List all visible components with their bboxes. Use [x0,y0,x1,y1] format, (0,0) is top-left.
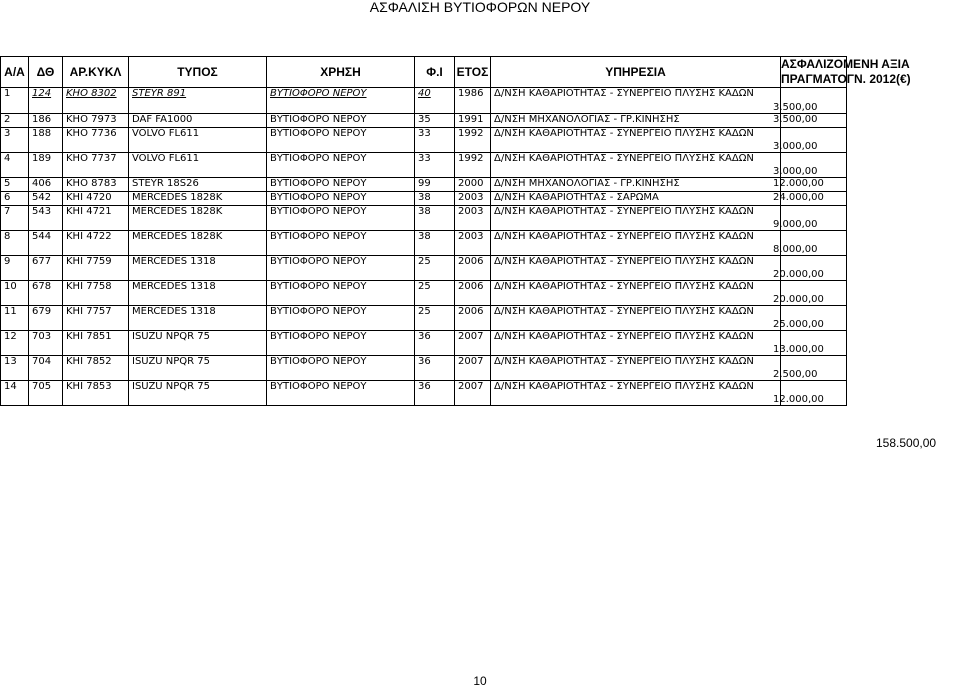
cell-aa: 14 [1,381,29,406]
insured-value-text: 20.000,00 [773,269,824,280]
cell-fi: 33 [415,128,455,153]
cell-year: 1986 [455,88,491,114]
cell-usage: ΒΥΤΙΟΦΟΡΟ ΝΕΡΟΥ [267,128,415,153]
header-insured-value [781,57,911,88]
cell-usage: ΒΥΤΙΟΦΟΡΟ ΝΕΡΟΥ [267,178,415,192]
cell-aa: 3 [1,128,29,153]
cell-plate: ΚΗΟ 7736 [63,128,129,153]
cell-usage: ΒΥΤΙΟΦΟΡΟ ΝΕΡΟΥ [267,256,415,281]
cell-department: Δ/ΝΣΗ ΚΑΘΑΡΙΟΤΗΤΑΣ - ΣΥΝΕΡΓΕΙΟ ΠΛΥΣΗΣ ΚΑΔΩΝ [491,381,781,406]
cell-aa: 10 [1,281,29,306]
cell-year: 2007 [455,356,491,381]
cell-fi: 36 [415,356,455,381]
cell-aa: 11 [1,306,29,331]
cell-department: Δ/ΝΣΗ ΚΑΘΑΡΙΟΤΗΤΑΣ - ΣΥΝΕΡΓΕΙΟ ΠΛΥΣΗΣ ΚΑΔΩΝ [491,281,781,306]
cell-type: MERCEDES 1318 [129,306,267,331]
cell-insured-value [773,281,847,306]
cell-department: Δ/ΝΣΗ ΚΑΘΑΡΙΟΤΗΤΑΣ - ΣΥΝΕΡΓΕΙΟ ΠΛΥΣΗΣ ΚΑΔΩΝ [491,256,781,281]
insured-value-text: 12.000,00 [773,394,824,405]
cell-type: STEYR 18S26 [129,178,267,192]
table-row [1,88,847,114]
insured-value-text: 2.500,00 [773,369,818,380]
cell-fi: 33 [415,153,455,178]
table-row [1,231,847,256]
cell-fi: 35 [415,114,455,128]
cell-year: 1991 [455,114,491,128]
cell-usage: ΒΥΤΙΟΦΟΡΟ ΝΕΡΟΥ [267,281,415,306]
insured-value-text: 12.000,00 [773,178,824,189]
table-row [1,256,847,281]
cell-insured-value [773,153,847,178]
cell-dth: 703 [29,331,63,356]
cell-fi: 36 [415,331,455,356]
cell-dth: 542 [29,192,63,206]
cell-insured-value [773,128,847,153]
cell-aa: 7 [1,206,29,231]
cell-plate: ΚΗΟ 8302 [63,88,129,114]
cell-plate: ΚΗΟ 7737 [63,153,129,178]
table-row [1,114,847,128]
cell-type: STEYR 891 [129,88,267,114]
header-usage: ΧΡΗΣΗ [267,57,415,88]
vehicles-table [0,56,911,406]
cell-dth: 678 [29,281,63,306]
cell-department: Δ/ΝΣΗ ΜΗΧΑΝΟΛΟΓΙΑΣ - ΓΡ.ΚΙΝΗΣΗΣ [491,178,781,192]
cell-insured-value [773,231,847,256]
cell-usage: ΒΥΤΙΟΦΟΡΟ ΝΕΡΟΥ [267,88,415,114]
cell-type: MERCEDES 1828K [129,192,267,206]
cell-aa: 4 [1,153,29,178]
page-number: 10 [473,674,487,688]
cell-plate: ΚΗΙ 4722 [63,231,129,256]
cell-dth: 188 [29,128,63,153]
cell-aa: 2 [1,114,29,128]
cell-type: ISUZU NPQR 75 [129,381,267,406]
cell-year: 2007 [455,381,491,406]
header-department: ΥΠΗΡΕΣΙΑ [491,57,781,88]
cell-insured-value [773,256,847,281]
cell-aa: 8 [1,231,29,256]
cell-dth: 679 [29,306,63,331]
insured-value-text: 3.500,00 [773,114,818,125]
cell-type: MERCEDES 1828K [129,206,267,231]
cell-plate: ΚΗΙ 7852 [63,356,129,381]
cell-usage: ΒΥΤΙΟΦΟΡΟ ΝΕΡΟΥ [267,356,415,381]
table-row [1,306,847,331]
cell-department: Δ/ΝΣΗ ΜΗΧΑΝΟΛΟΓΙΑΣ - ΓΡ.ΚΙΝΗΣΗΣ [491,114,781,128]
cell-fi: 38 [415,231,455,256]
cell-type: VOLVO FL611 [129,153,267,178]
cell-plate: ΚΗΟ 8783 [63,178,129,192]
cell-department: Δ/ΝΣΗ ΚΑΘΑΡΙΟΤΗΤΑΣ - ΣΑΡΩΜΑ [491,192,781,206]
cell-plate: ΚΗΙ 7759 [63,256,129,281]
table-row [1,206,847,231]
table-header-row [1,57,847,88]
cell-year: 2003 [455,206,491,231]
cell-dth: 705 [29,381,63,406]
insured-value-text: 13.000,00 [773,344,824,355]
cell-year: 2006 [455,281,491,306]
cell-plate: ΚΗΙ 4721 [63,206,129,231]
cell-fi: 25 [415,281,455,306]
cell-type: MERCEDES 1318 [129,256,267,281]
header-type: ΤΥΠΟΣ [129,57,267,88]
total-value: 158.500,00 [876,436,937,450]
cell-usage: ΒΥΤΙΟΦΟΡΟ ΝΕΡΟΥ [267,206,415,231]
cell-plate: ΚΗΙ 7853 [63,381,129,406]
cell-usage: ΒΥΤΙΟΦΟΡΟ ΝΕΡΟΥ [267,381,415,406]
table-row [1,178,847,192]
cell-aa: 9 [1,256,29,281]
insured-value-text: 25.000,00 [773,319,824,330]
cell-year: 2007 [455,331,491,356]
cell-department: Δ/ΝΣΗ ΚΑΘΑΡΙΟΤΗΤΑΣ - ΣΥΝΕΡΓΕΙΟ ΠΛΥΣΗΣ ΚΑΔΩΝ [491,356,781,381]
cell-type: ISUZU NPQR 75 [129,331,267,356]
cell-fi: 25 [415,256,455,281]
cell-insured-value [773,88,847,114]
cell-department: Δ/ΝΣΗ ΚΑΘΑΡΙΟΤΗΤΑΣ - ΣΥΝΕΡΓΕΙΟ ΠΛΥΣΗΣ ΚΑΔΩΝ [491,128,781,153]
cell-type: ISUZU NPQR 75 [129,356,267,381]
cell-aa: 12 [1,331,29,356]
table-row [1,331,847,356]
cell-fi: 36 [415,381,455,406]
cell-dth: 406 [29,178,63,192]
cell-dth: 186 [29,114,63,128]
header-plate: ΑΡ.ΚΥΚΛ [63,57,129,88]
cell-department: Δ/ΝΣΗ ΚΑΘΑΡΙΟΤΗΤΑΣ - ΣΥΝΕΡΓΕΙΟ ΠΛΥΣΗΣ ΚΑΔΩΝ [491,88,781,114]
cell-insured-value [773,356,847,381]
insured-value-text: 3.500,00 [773,102,818,113]
cell-department: Δ/ΝΣΗ ΚΑΘΑΡΙΟΤΗΤΑΣ - ΣΥΝΕΡΓΕΙΟ ΠΛΥΣΗΣ ΚΑΔΩΝ [491,153,781,178]
cell-department: Δ/ΝΣΗ ΚΑΘΑΡΙΟΤΗΤΑΣ - ΣΥΝΕΡΓΕΙΟ ΠΛΥΣΗΣ ΚΑΔΩΝ [491,306,781,331]
header-insured-value-line2: ΠΡΑΓΜΑΤΟΓΝ. 2012(€) [781,72,911,86]
table-row [1,281,847,306]
cell-year: 2006 [455,306,491,331]
insured-value-text: 20.000,00 [773,294,824,305]
cell-usage: ΒΥΤΙΟΦΟΡΟ ΝΕΡΟΥ [267,331,415,356]
cell-aa: 13 [1,356,29,381]
cell-plate: ΚΗΙ 4720 [63,192,129,206]
cell-usage: ΒΥΤΙΟΦΟΡΟ ΝΕΡΟΥ [267,114,415,128]
cell-usage: ΒΥΤΙΟΦΟΡΟ ΝΕΡΟΥ [267,192,415,206]
cell-plate: ΚΗΙ 7851 [63,331,129,356]
cell-plate: ΚΗΙ 7758 [63,281,129,306]
cell-insured-value [773,178,847,192]
cell-fi: 25 [415,306,455,331]
cell-aa: 1 [1,88,29,114]
cell-dth: 544 [29,231,63,256]
header-year: ΕΤΟΣ [455,57,491,88]
cell-plate: ΚΗΟ 7973 [63,114,129,128]
table-row [1,128,847,153]
header-insured-value-line1: ΑΣΦΑΛΙΖΟΜΕΝΗ ΑΞΙΑ [781,57,910,71]
cell-plate: ΚΗΙ 7757 [63,306,129,331]
cell-fi: 38 [415,192,455,206]
cell-year: 2003 [455,192,491,206]
cell-dth: 677 [29,256,63,281]
cell-usage: ΒΥΤΙΟΦΟΡΟ ΝΕΡΟΥ [267,153,415,178]
table-row [1,356,847,381]
cell-department: Δ/ΝΣΗ ΚΑΘΑΡΙΟΤΗΤΑΣ - ΣΥΝΕΡΓΕΙΟ ΠΛΥΣΗΣ ΚΑΔΩΝ [491,231,781,256]
insured-value-text: 24.000,00 [773,192,824,203]
insured-value-text: 9.000,00 [773,219,818,230]
cell-insured-value [773,331,847,356]
cell-dth: 543 [29,206,63,231]
cell-year: 1992 [455,153,491,178]
cell-dth: 189 [29,153,63,178]
cell-usage: ΒΥΤΙΟΦΟΡΟ ΝΕΡΟΥ [267,306,415,331]
table-row [1,192,847,206]
table-body [1,88,847,406]
header-aa: Α/Α [1,57,29,88]
cell-department: Δ/ΝΣΗ ΚΑΘΑΡΙΟΤΗΤΑΣ - ΣΥΝΕΡΓΕΙΟ ΠΛΥΣΗΣ ΚΑΔΩΝ [491,331,781,356]
cell-year: 2006 [455,256,491,281]
cell-fi: 38 [415,206,455,231]
cell-year: 2000 [455,178,491,192]
cell-insured-value [773,192,847,206]
cell-insured-value [773,381,847,406]
cell-insured-value [773,306,847,331]
cell-fi: 99 [415,178,455,192]
cell-type: DAF FA1000 [129,114,267,128]
cell-insured-value [773,114,847,128]
cell-fi: 40 [415,88,455,114]
cell-dth: 124 [29,88,63,114]
header-fi: Φ.Ι [415,57,455,88]
insured-value-text: 3.000,00 [773,141,818,152]
table-row [1,381,847,406]
cell-aa: 6 [1,192,29,206]
cell-usage: ΒΥΤΙΟΦΟΡΟ ΝΕΡΟΥ [267,231,415,256]
table-row [1,153,847,178]
document-title: ΑΣΦΑΛΙΣΗ ΒΥΤΙΟΦΟΡΩΝ ΝΕΡΟΥ [369,0,591,15]
insured-value-text: 3.000,00 [773,166,818,177]
cell-department: Δ/ΝΣΗ ΚΑΘΑΡΙΟΤΗΤΑΣ - ΣΥΝΕΡΓΕΙΟ ΠΛΥΣΗΣ ΚΑΔΩΝ [491,206,781,231]
cell-dth: 704 [29,356,63,381]
cell-aa: 5 [1,178,29,192]
cell-type: VOLVO FL611 [129,128,267,153]
cell-type: MERCEDES 1318 [129,281,267,306]
cell-insured-value [773,206,847,231]
header-dth: ΔΘ [29,57,63,88]
cell-year: 2003 [455,231,491,256]
cell-type: MERCEDES 1828K [129,231,267,256]
insured-value-text: 8.000,00 [773,244,818,255]
cell-year: 1992 [455,128,491,153]
